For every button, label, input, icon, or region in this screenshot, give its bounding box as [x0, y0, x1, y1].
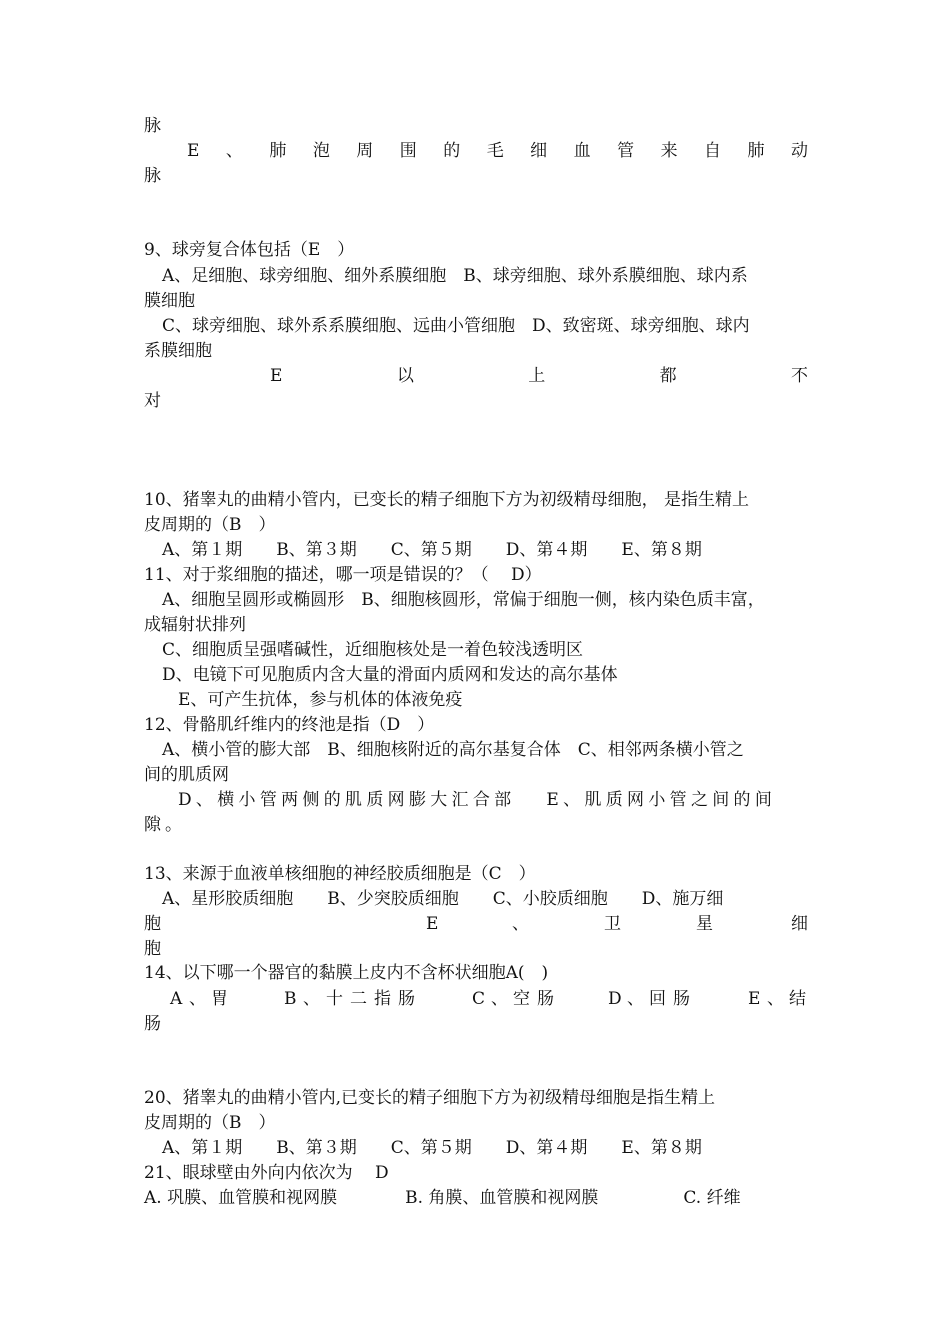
question-21: 21、眼球壁由外向内依次为 D	[144, 1163, 389, 1183]
option-line: A、第１期 B、第３期 C、第５期 D、第４期 E、第８期	[162, 1138, 702, 1158]
option-line: C、球旁细胞、球外系系膜细胞、远曲小管细胞 D、致密斑、球旁细胞、球内	[162, 316, 750, 336]
question-12: 12、骨骼肌纤维内的终池是指（D ）	[144, 715, 435, 735]
text-line: 成辐射状排列	[144, 615, 246, 635]
text-line: 膜细胞	[144, 291, 195, 311]
justified-line: E 以 上 都 不	[270, 366, 808, 386]
justified-line: A 、 胃 B 、 十 二 指 肠 C 、 空 肠 D 、 回 肠 E 、 结	[170, 989, 806, 1009]
question-14: 14、以下哪一个器官的黏膜上皮内不含杯状细胞A( )	[144, 963, 549, 983]
option-line: A. 巩膜、血管膜和视网膜 B. 角膜、血管膜和视网膜 C. 纤维	[144, 1188, 741, 1208]
option-line: E、可产生抗体，参与机体的体液免疫	[178, 690, 463, 710]
option-line: A、第１期 B、第３期 C、第５期 D、第４期 E、第８期	[162, 540, 702, 560]
question-13: 13、来源于血液单核细胞的神经胶质细胞是（C ）	[144, 864, 536, 884]
option-line: D、横小管两侧的肌质网膨大汇合部 E、肌质网小管之间的间	[178, 790, 777, 810]
text-line: 肠	[144, 1014, 161, 1034]
justified-line: E 、 肺 泡 周 围 的 毛 细 血 管 来 自 肺 动	[187, 141, 808, 161]
text-line: 皮周期的（B ）	[144, 515, 276, 535]
option-line: D、电镜下可见胞质内含大量的滑面内质网和发达的高尔基体	[162, 665, 618, 685]
question-10: 10、猪睾丸的曲精小管内，已变长的精子细胞下方为初级精母细胞， 是指生精上	[144, 490, 750, 510]
text-line: 隙。	[144, 815, 186, 835]
text-line: 脉	[144, 166, 161, 186]
text-line: 间的肌质网	[144, 765, 229, 785]
option-line: C、细胞质呈强嗜碱性，近细胞核处是一着色较浅透明区	[162, 640, 584, 660]
text-line: 皮周期的（B ）	[144, 1113, 276, 1133]
question-9: 9、球旁复合体包括（E ）	[144, 240, 355, 260]
text-line: 胞	[144, 939, 161, 959]
option-line: A、细胞呈圆形或椭圆形 B、细胞核圆形，常偏于细胞一侧，核内染色质丰富，	[162, 590, 765, 610]
option-line: A、横小管的膨大部 B、细胞核附近的高尔基复合体 C、相邻两条横小管之	[162, 740, 744, 760]
option-line: A、足细胞、球旁细胞、细外系膜细胞 B、球旁细胞、球外系膜细胞、球内系	[162, 266, 748, 286]
question-20: 20、猪睾丸的曲精小管内,已变长的精子细胞下方为初级精母细胞是指生精上	[144, 1088, 716, 1108]
text-line: 对	[144, 391, 161, 411]
option-line: A、星形胶质细胞 B、少突胶质细胞 C、小胶质细胞 D、施万细	[162, 889, 724, 909]
text-line: 系膜细胞	[144, 341, 212, 361]
question-11: 11、对于浆细胞的描述，哪一项是错误的？（ D）	[144, 565, 542, 585]
justified-line: 胞 E 、 卫 星 细	[144, 914, 808, 934]
text-line: 脉	[144, 116, 161, 136]
